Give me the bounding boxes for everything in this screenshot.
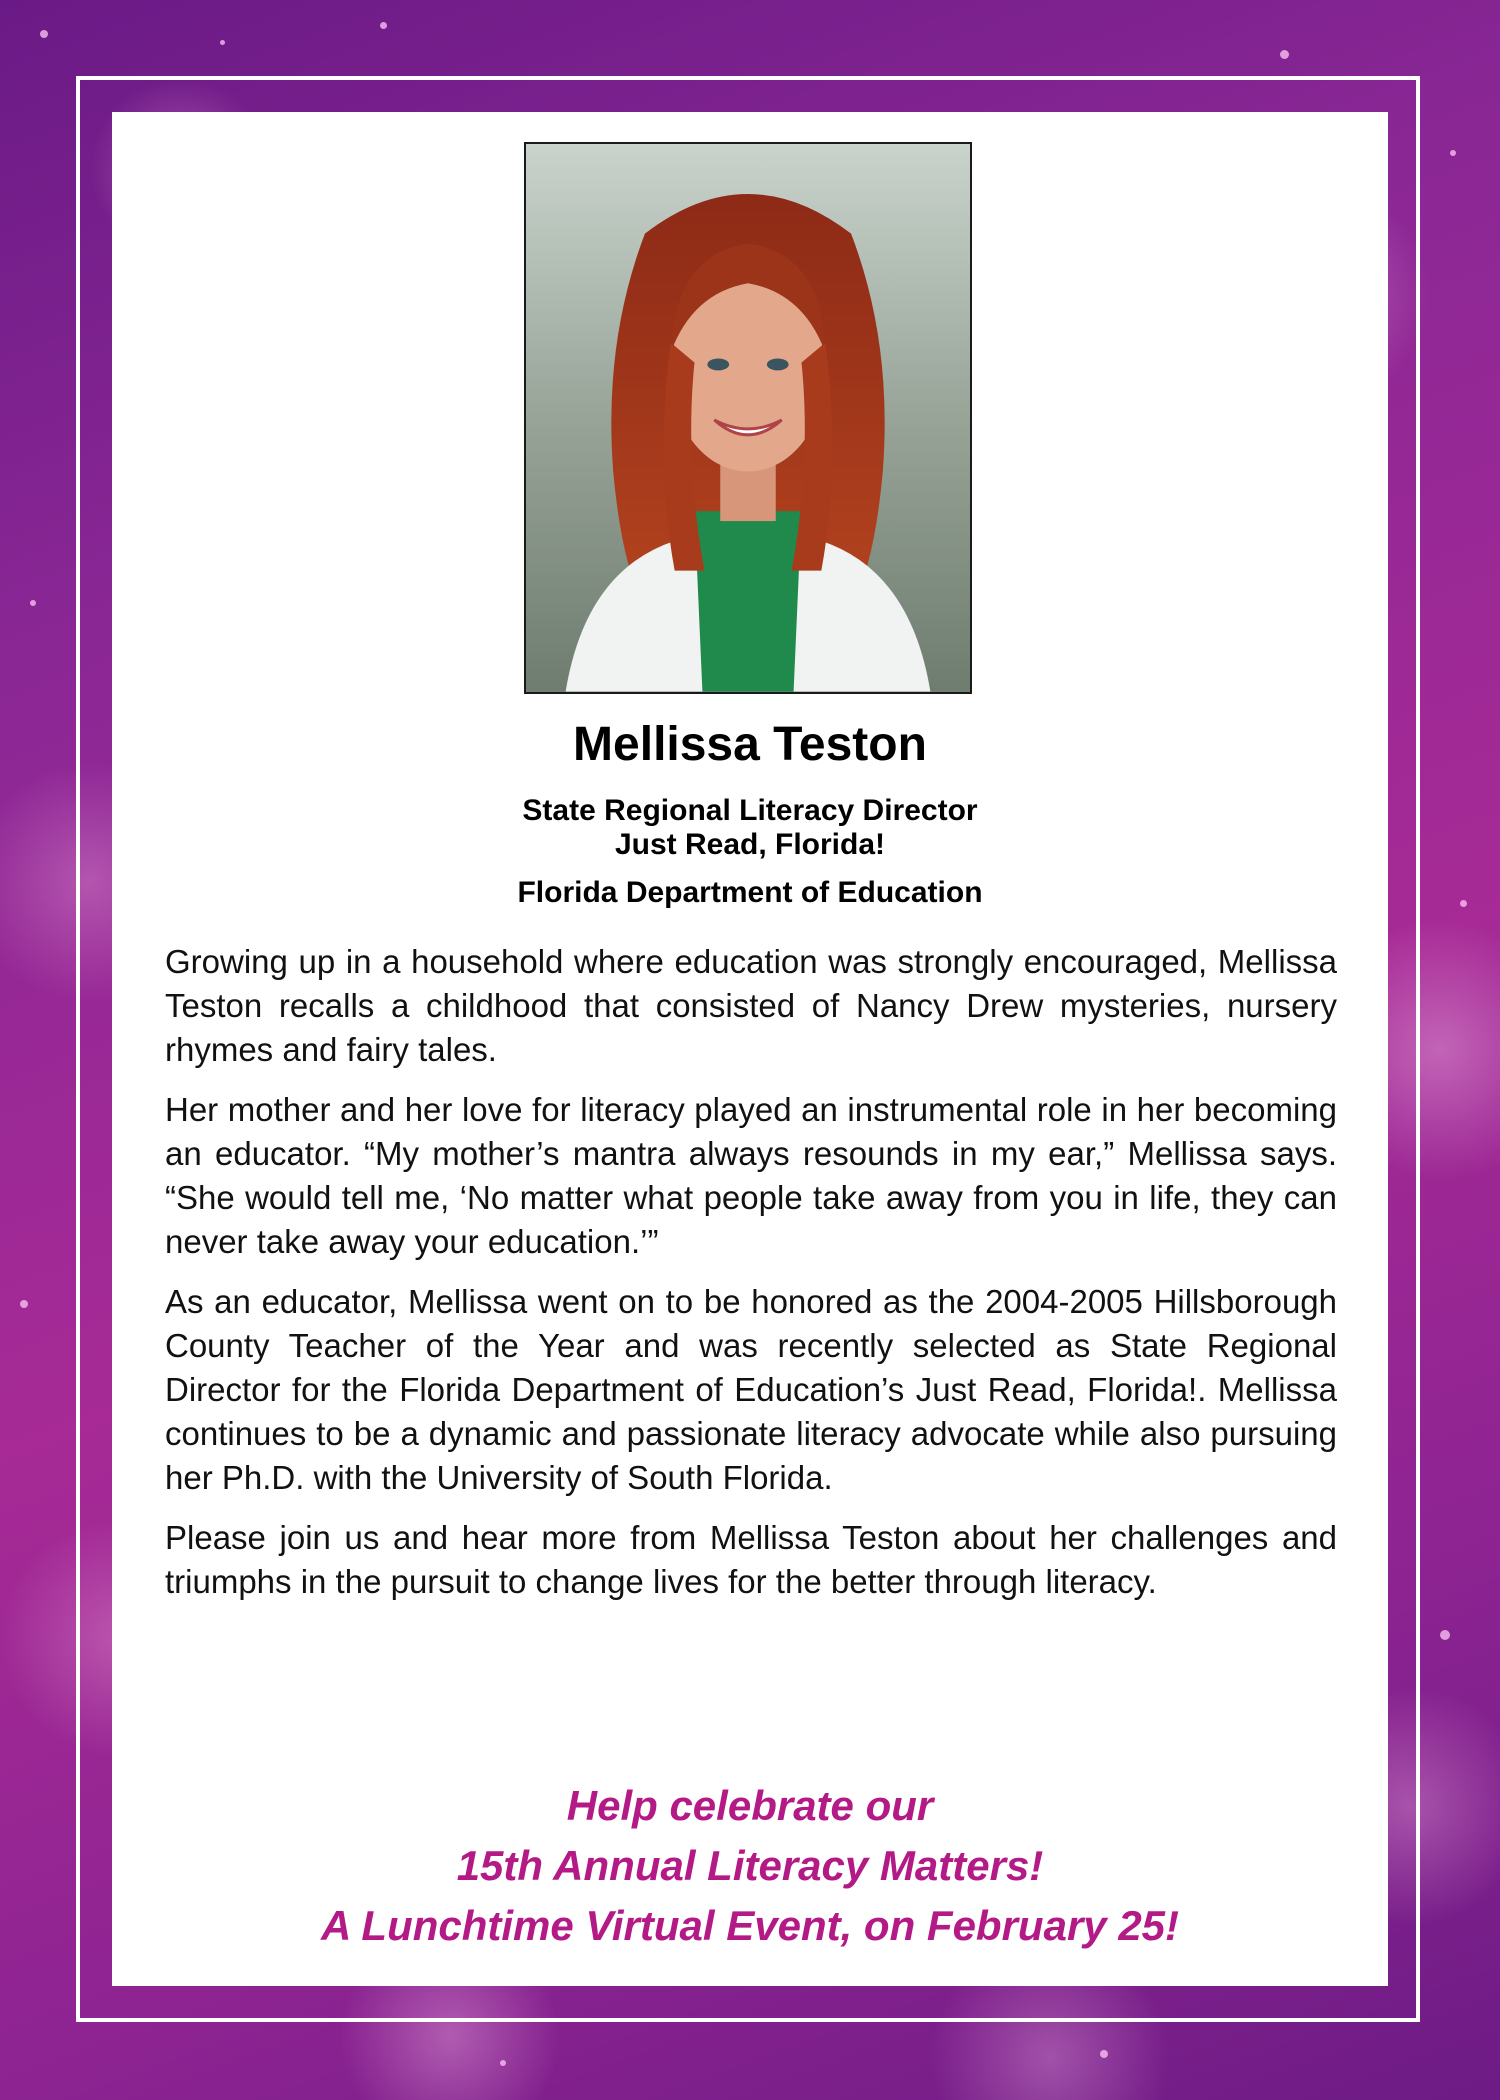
event-callout-line-3: A Lunchtime Virtual Event, on February 25! (320, 1902, 1180, 1949)
content-card (112, 112, 1388, 1986)
bio-paragraph: Her mother and her love for literacy played an instrumental role in her becoming an educator. “My mother’s mantra always resounds in my ear,” Mellissa says. “She would tell me, ‘No matter what people take away from you in life, they can never take away your education.’” (165, 1091, 1337, 1260)
background-sparkle (20, 1300, 28, 1308)
bio-paragraph: Please join us and hear more from Mellissa Teston about her challenges and triumphs in the pursuit to change lives for the better through literacy. (165, 1519, 1337, 1600)
background-sparkle (1460, 900, 1467, 907)
background-sparkle (1440, 1630, 1450, 1640)
speaker-organization: Florida Department of Education (517, 876, 983, 909)
speaker-title: State Regional Literacy Director (522, 794, 978, 827)
speaker-program: Just Read, Florida! (614, 828, 886, 861)
background-sparkle (30, 600, 36, 606)
bio-paragraph: Growing up in a household where education was strongly encouraged, Mellissa Teston recalls a childhood that consisted of Nancy Drew mysteries, nursery rhymes and fairy tales. (165, 943, 1337, 1068)
background-sparkle (1100, 2050, 1108, 2058)
background-sparkle (1450, 150, 1456, 156)
background-sparkle (1280, 50, 1289, 59)
portrait-photo (524, 142, 972, 694)
portrait-illustration (526, 144, 970, 692)
bio-section (165, 940, 1337, 1620)
background-sparkle (380, 22, 387, 29)
bio-paragraph: As an educator, Mellissa went on to be honored as the 2004-2005 Hillsborough County Teacher of the Year and was recently selected as State Regional Director for the Florida Department of Education’s Just Read, Florida!. Mellissa continues to be a dynamic and passionate literacy advocate while also pursuing her Ph.D. with the University of South Florida. (165, 1283, 1337, 1496)
speaker-name: Mellissa Teston (573, 718, 927, 771)
event-callout (112, 1776, 1388, 1956)
background-sparkle (40, 30, 48, 38)
event-callout-line-1: Help celebrate our (566, 1782, 934, 1829)
background-sparkle (220, 40, 225, 45)
background-sparkle (500, 2060, 506, 2066)
event-callout-line-2: 15th Annual Literacy Matters! (456, 1842, 1044, 1889)
